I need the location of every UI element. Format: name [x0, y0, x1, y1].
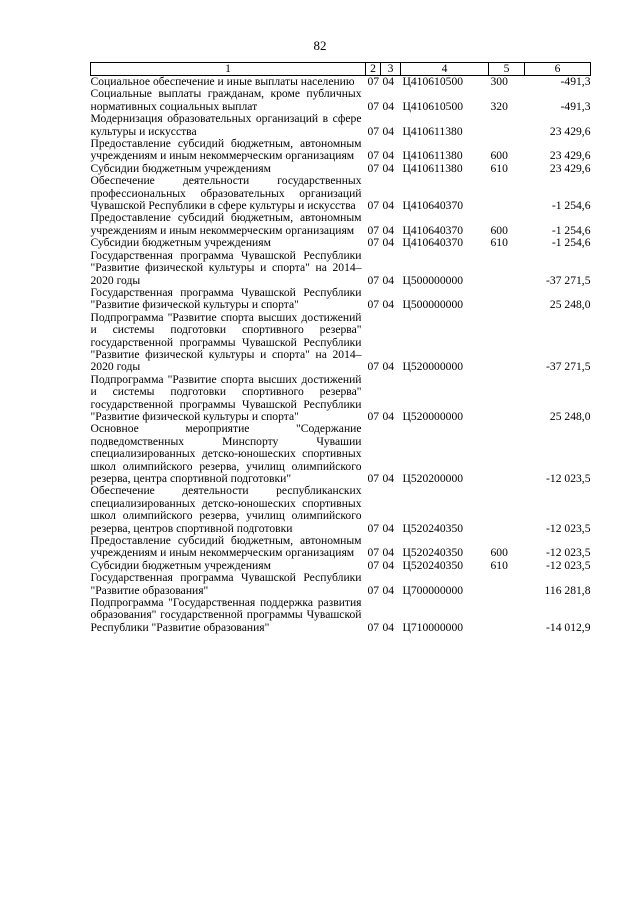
row-name-cell: Подпрограмма "Развитие спорта высших достижений и системы подготовки спортивного резерва" государственной программы Чувашской Республики "Развитие физической культуры и спорта" на 2014–2020 годы: [90, 310, 362, 374]
row-target-article-cell: Ц710000000: [402, 620, 464, 634]
row-target-article-cell: Ц700000000: [402, 583, 464, 597]
table-row: [91, 572, 591, 597]
row-section-cell: 07: [367, 199, 380, 213]
table-row: [91, 312, 591, 374]
row-section-cell: 07: [367, 99, 380, 113]
row-expense-type-cell: [489, 287, 525, 312]
row-name-cell: Субсидии бюджетным учреждениям: [90, 558, 271, 572]
row-expense-type-cell: 610: [490, 161, 508, 175]
row-name-cell: Предоставление субсидий бюджетным, автономным учреждениям и иным некоммерческим организациям: [90, 211, 362, 237]
row-amount-cell: -1 254,6: [551, 236, 591, 250]
row-subsection-cell: 04: [382, 273, 395, 287]
row-amount-cell: -12 023,5: [546, 472, 591, 485]
row-name-cell: Подпрограмма "Государственная поддержка развития образования" государственной программы Чувашской Республики "Развитие образования": [90, 596, 362, 634]
row-target-article-cell: Ц500000000: [402, 298, 464, 312]
row-amount-cell: 23 429,6: [549, 124, 591, 138]
row-subsection-cell: 04: [382, 124, 395, 138]
row-name-cell: Субсидии бюджетным учреждениям: [90, 236, 271, 250]
row-subsection-cell: 04: [382, 99, 395, 113]
row-target-article-cell: Ц520200000: [402, 472, 464, 485]
row-target-article-cell: Ц520240350: [402, 546, 464, 560]
column-header: 6: [525, 63, 591, 76]
row-expense-type-cell: 600: [490, 149, 508, 163]
row-subsection-cell: 04: [382, 620, 395, 634]
row-subsection-cell: 04: [382, 521, 395, 535]
column-header: 3: [381, 63, 401, 76]
table-row: [91, 212, 591, 237]
table-row: [91, 535, 591, 560]
row-expense-type-cell: [489, 374, 525, 424]
row-subsection-cell: 04: [382, 236, 395, 250]
row-section-cell: 07: [367, 409, 380, 423]
column-header: 5: [489, 63, 525, 76]
row-amount-cell: -12 023,5: [546, 558, 591, 572]
row-subsection-cell: 04: [382, 298, 395, 312]
row-amount-cell: 25 248,0: [549, 409, 591, 423]
row-target-article-cell: Ц410611380: [402, 161, 463, 175]
row-subsection-cell: 04: [382, 546, 395, 560]
table-row: [91, 113, 591, 138]
row-name-cell: Модернизация образовательных организаций в сфере культуры и искусства: [90, 112, 362, 138]
table-row: [91, 374, 591, 424]
row-amount-cell: -12 023,5: [546, 546, 591, 560]
budget-table: [90, 62, 591, 634]
row-name-cell: Социальные выплаты гражданам, кроме публичных нормативных социальных выплат: [90, 87, 362, 113]
table-row: [91, 423, 591, 485]
table-row: [91, 597, 591, 634]
row-target-article-cell: Ц520000000: [402, 360, 464, 374]
row-amount-cell: 23 429,6: [549, 149, 591, 163]
row-expense-type-cell: 300: [490, 75, 508, 88]
row-section-cell: 07: [367, 273, 380, 287]
row-target-article-cell: Ц520240350: [402, 521, 464, 535]
row-name-cell: Основное мероприятие "Содержание подведомственных Минспорту Чувашии специализированных детско-юношеских спортивных школ олимпийского резерва, училищ олимпийского резерва, центра спортивной подготовки": [90, 422, 362, 485]
row-section-cell: 07: [367, 75, 380, 88]
row-name-cell: Подпрограмма "Развитие спорта высших достижений и системы подготовки спортивного резерва" государственной программы Чувашской Республики "Развитие физической культуры и спорта": [90, 372, 362, 423]
row-section-cell: 07: [367, 124, 380, 138]
row-name-cell: Предоставление субсидий бюджетным, автономным учреждениям и иным некоммерческим организациям: [90, 534, 362, 560]
row-name-cell: Обеспечение деятельности республиканских специализированных детско-юношеских спортивных школ олимпийского резерва, училищ олимпийского резерва, центров спортивной подготовки: [90, 484, 362, 535]
row-target-article-cell: Ц410640370: [402, 199, 464, 213]
row-target-article-cell: Ц520240350: [402, 558, 464, 572]
row-name-cell: Предоставление субсидий бюджетным, автономным учреждениям и иным некоммерческим организациям: [90, 137, 362, 163]
row-section-cell: 07: [367, 360, 380, 374]
row-expense-type-cell: 610: [490, 236, 508, 250]
table-row: [91, 287, 591, 312]
row-name-cell: Субсидии бюджетным учреждениям: [90, 161, 271, 175]
row-expense-type-cell: 600: [490, 546, 508, 560]
row-target-article-cell: Ц410640370: [402, 236, 464, 250]
row-expense-type-cell: [489, 175, 525, 212]
row-subsection-cell: 04: [382, 199, 395, 213]
row-amount-cell: -14 012,9: [546, 620, 591, 634]
row-expense-type-cell: [489, 423, 525, 485]
row-expense-type-cell: [489, 312, 525, 374]
row-subsection-cell: 04: [382, 558, 395, 572]
row-subsection-cell: 04: [382, 161, 395, 175]
table-row: [91, 88, 591, 113]
column-header: 2: [366, 63, 381, 76]
row-expense-type-cell: [489, 597, 525, 634]
row-amount-cell: -12 023,5: [546, 521, 591, 535]
table-row: [91, 237, 591, 249]
row-section-cell: 07: [367, 149, 380, 163]
row-target-article-cell: Ц410610500: [402, 75, 464, 88]
table-row: [91, 138, 591, 163]
row-subsection-cell: 04: [382, 149, 395, 163]
row-section-cell: 07: [367, 298, 380, 312]
row-target-article-cell: Ц500000000: [402, 273, 464, 287]
row-section-cell: 07: [367, 161, 380, 175]
row-expense-type-cell: [489, 113, 525, 138]
row-target-article-cell: Ц410611380: [402, 124, 463, 138]
row-target-article-cell: Ц520000000: [402, 409, 464, 423]
row-section-cell: 07: [367, 558, 380, 572]
row-section-cell: 07: [367, 620, 380, 634]
table-header-row: [91, 63, 591, 76]
table-row: [91, 250, 591, 287]
row-name-cell: Государственная программа Чувашской Республики "Развитие физической культуры и спорта": [90, 285, 362, 312]
row-target-article-cell: Ц410610500: [402, 99, 464, 113]
row-expense-type-cell: [489, 572, 525, 597]
row-section-cell: 07: [367, 521, 380, 535]
row-section-cell: 07: [367, 236, 380, 250]
row-name-cell: Государственная программа Чувашской Республики "Развитие образования": [90, 571, 362, 597]
row-target-article-cell: Ц410611380: [402, 149, 463, 163]
row-subsection-cell: 04: [382, 409, 395, 423]
row-section-cell: 07: [367, 583, 380, 597]
row-subsection-cell: 04: [382, 583, 395, 597]
row-target-article-cell: Ц410640370: [402, 223, 464, 237]
column-header: 1: [91, 63, 366, 76]
table-row: [91, 485, 591, 535]
row-amount-cell: -37 271,5: [546, 273, 591, 287]
row-name-cell: Социальное обеспечение и иные выплаты населению: [90, 75, 355, 88]
row-expense-type-cell: [489, 250, 525, 287]
row-expense-type-cell: 320: [490, 99, 508, 113]
row-amount-cell: 25 248,0: [549, 298, 591, 312]
row-section-cell: 07: [367, 223, 380, 237]
row-amount-cell: -1 254,6: [551, 199, 591, 213]
table-row: [91, 175, 591, 212]
row-name-cell: Государственная программа Чувашской Республики "Развитие физической культуры и спорта" на 2014–2020 годы: [90, 248, 362, 287]
row-subsection-cell: 04: [382, 360, 395, 374]
row-expense-type-cell: 610: [490, 558, 508, 572]
row-expense-type-cell: 600: [490, 223, 508, 237]
row-section-cell: 07: [367, 472, 380, 485]
row-amount-cell: -491,3: [560, 75, 591, 88]
row-amount-cell: 23 429,6: [549, 161, 591, 175]
page-number: 82: [313, 38, 327, 53]
row-amount-cell: 116 281,8: [544, 583, 591, 597]
column-header: 4: [401, 63, 489, 76]
row-name-cell: Обеспечение деятельности государственных профессиональных образовательных организаций Чувашской Республики в сфере культуры и искусства: [90, 174, 362, 213]
row-subsection-cell: 04: [382, 472, 395, 485]
row-amount-cell: -491,3: [560, 99, 591, 113]
row-subsection-cell: 04: [382, 223, 395, 237]
row-amount-cell: -1 254,6: [551, 223, 591, 237]
row-section-cell: 07: [367, 546, 380, 560]
row-amount-cell: -37 271,5: [546, 360, 591, 374]
row-expense-type-cell: [489, 485, 525, 535]
row-subsection-cell: 04: [382, 75, 395, 88]
